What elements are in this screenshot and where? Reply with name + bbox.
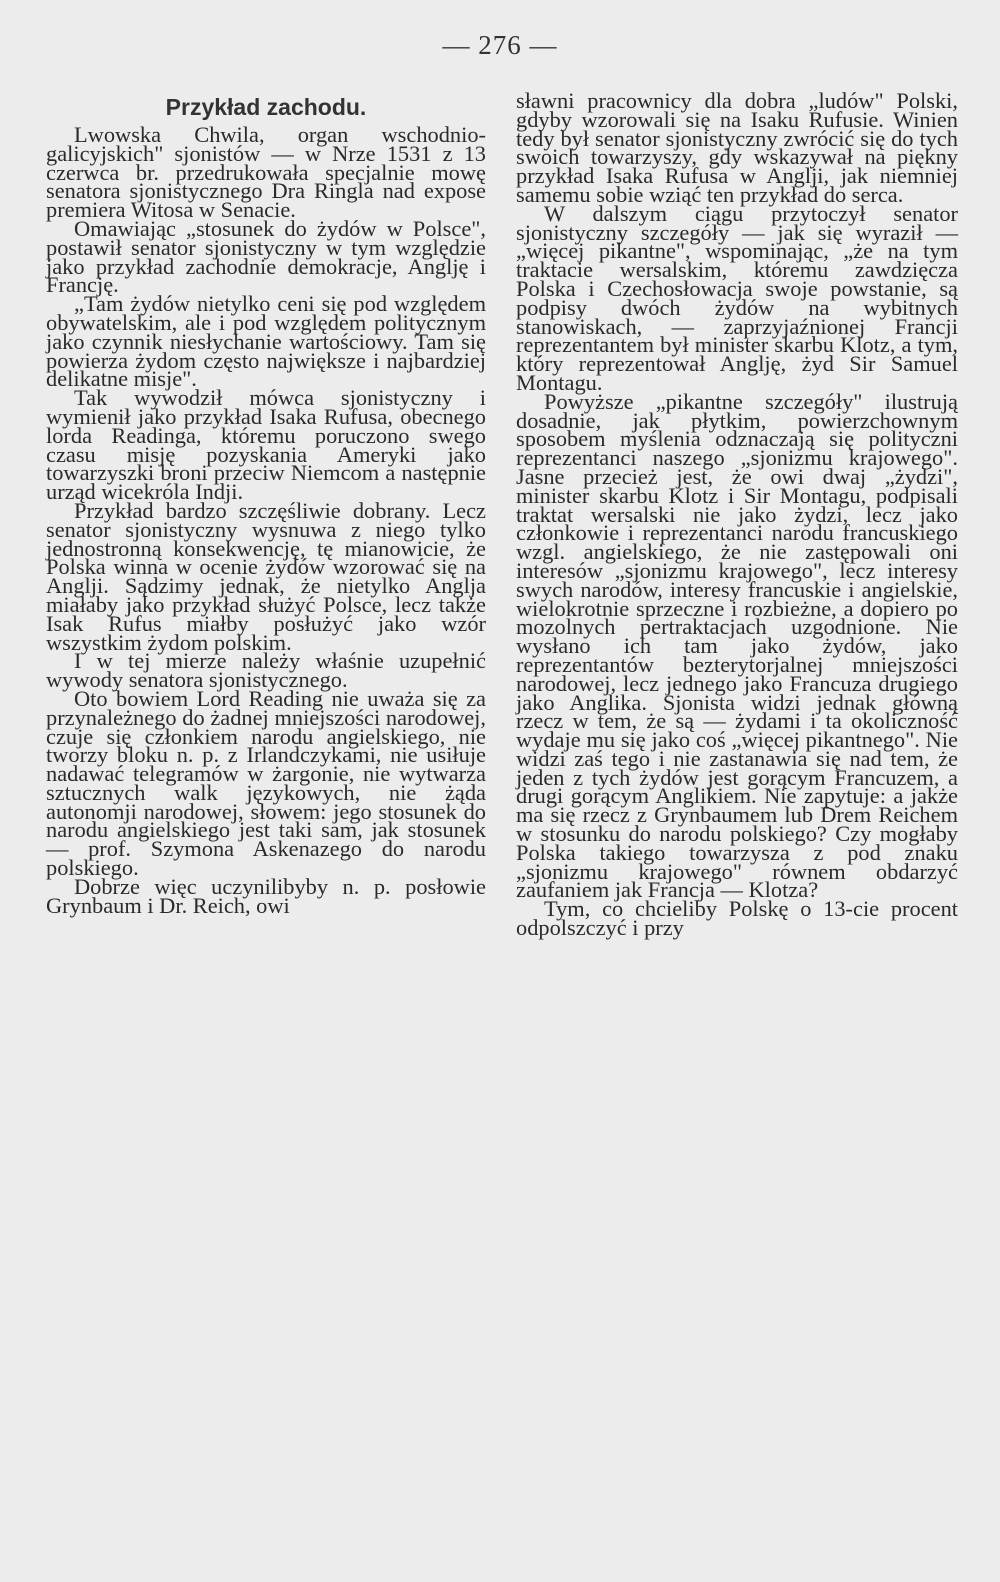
paragraph: Tym, co chcieliby Polskę o 13-cie procent odpolszczyć i przy [516,896,958,941]
paragraph: Powyższe „pikantne szczegóły" ilustrują dosadnie, jak płytkim, powierzchownym sposobem myślenia odznaczają się polityczni reprezentanci naszego „sjonizmu krajowego". Jasne przecież jest, że owi dwaj „żydzi", minister skarbu Klotz i Sir Montagu, podpisali traktat wersalski nie jako żydzi, lecz jako członkowie i reprezentanci narodu francuskiego wzgl. angielskiego, że nie zastępowali oni interesów „sjonizmu krajowego", lecz interesy swych narodów, interesy francuskie i angielskie, wielokrotnie sprzeczne i rozbieżne, a dopiero po mozolnych pertraktacjach uzgodnione. Nie wysłano ich tam jako żydów, jako reprezentantów bezterytorjalnej mniejszości narodowej, lecz jednego jako Francuza drugiego jako Anglika. Sjonista widzi jednak główną rzecz w tem, że są — żydami i ta okoliczność wydaje mu się jako coś „więcej pikantnego". Nie widzi zaś tego i nie zastanawia się nad tem, że jeden z tych żydów jest gorącym Francuzem, a drugi gorącym Anglikiem. Nie zapytuje: a jakże ma się rzecz z Grynbaumem lub Drem Reichem w stosunku do narodu polskiego? Czy mogłaby Polska takiego towarzysza z pod znaku „sjonizmu krajowego" równem obdarzyć zaufaniem jak Francja — Klotza? [516,388,958,903]
left-column [46,92,486,918]
paragraph: Tak wywodził mówca sjonistyczny i wymienił jako przykład Isaka Rufusa, obecnego lorda Readinga, któremu poruczono swego czasu misję pozyskania Ameryki jako towarzyszki broni przeciw Niemcom a następnie urząd wicekróla Indji. [46,385,486,505]
page-number: — 276 — [442,30,558,60]
paragraph: Oto bowiem Lord Reading nie uważa się za przynależnego do żadnej mniejszości narodowej, czuje się członkiem narodu angielskiego, nie tworzy bloku n. p. z Irlandczykami, nie usiłuje nadawać telegramów w żargonie, nie wytwarza sztucznych walk językowych, nie żąda autonomji narodowej, słowem: jego stosunek do narodu angielskiego jest taki sam, jak stosunek — prof. Szymona Askenazego do narodu polskiego. [46,685,486,881]
paragraph: Dobrze więc uczynilibyby n. p. posłowie Grynbaum i Dr. Reich, owi [46,873,486,918]
paragraph: sławni pracownicy dla dobra „ludów" Polski, gdyby wzorowali się na Isaku Rufusie. Winien tedy był senator sjonistyczny zwrócić się do tych swoich towarzyszy, gdy wskazywał na piękny przykład Isaka Rufusa w Anglji, jak niemniej samemu sobie wziąć ten przykład do serca. [516,88,958,207]
article-heading: Przykład zachodu. [165,94,367,120]
right-column [516,88,958,941]
paragraph: W dalszym ciągu przytoczył senator sjonistyczny szczegóły — jak się wyraził — „więcej pikantne", wspominając, „że na tym traktacie wersalskim, któremu zawdzięcza Polska i Czechosłowacja swoje powstanie, są podpisy dwóch żydów na wybitnych stanowiskach, — zaprzyjaźnionej Francji reprezentantem był minister skarbu Klotz, a tym, który reprezentował Anglję, żyd Sir Samuel Montagu. [516,200,958,395]
paragraph: I w tej mierze należy właśnie uzupełnić wywody senatora sjonistycznego. [46,648,486,693]
paragraph: Przykład bardzo szczęśliwie dobrany. Lecz senator sjonistyczny wysnuwa z niego tylko jednostronną konsekwencję, tę mianowicie, że Polska winna w ocenie żydów wzorować się na Anglji. Sądzimy jednak, że nietylko Anglja miałaby jako przykład służyć Polsce, lecz także Isak Rufus miałby posłużyć jako wzór wszystkim żydom polskim. [46,497,486,655]
paragraph: „Tam żydów nietylko ceni się pod względem obywatelskim, ale i pod względem politycznym jako czynnik niesłychanie wartościowy. Tam się powierza żydom często największe i najbardziej delikatne misje". [46,291,486,392]
paragraph: Lwowska Chwila, organ wschodnio-galicyjskich" sjonistów — w Nrze 1531 z 13 czerwca br. przedrukowała specjalnie mowę senatora sjonistycznego Dra Ringla nad expose premiera Witosa w Senacie. [46,122,486,223]
paragraph: Omawiając „stosunek do żydów w Polsce", postawił senator sjonistyczny w tym względzie jako przykład zachodnie demokracje, Anglję i Francję. [46,215,486,298]
